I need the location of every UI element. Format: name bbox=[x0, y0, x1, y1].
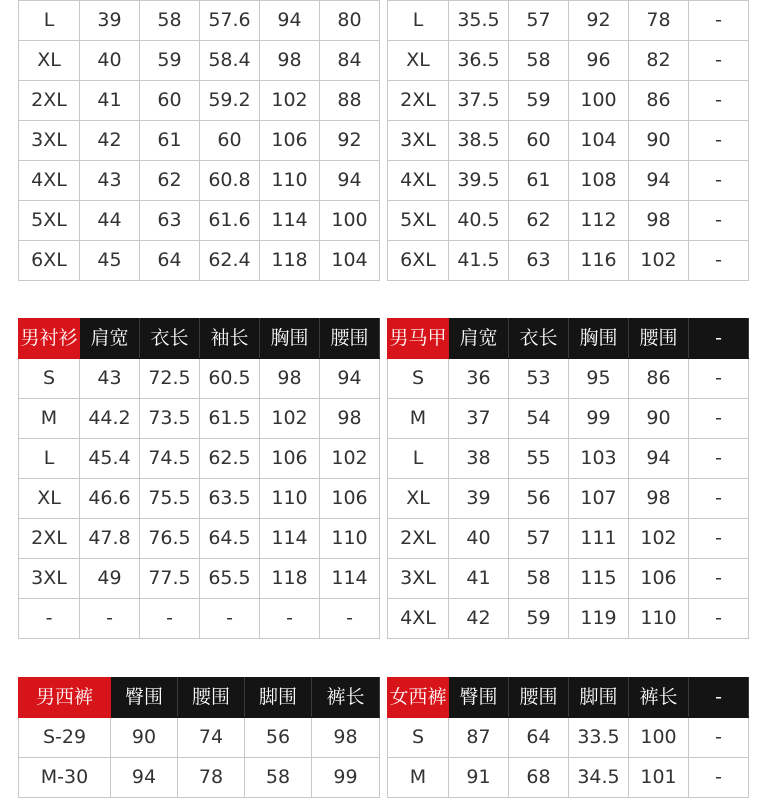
value-cell: 99 bbox=[312, 758, 380, 798]
value-cell: 68 bbox=[509, 758, 569, 798]
size-cell: S bbox=[19, 359, 80, 399]
value-cell: 86 bbox=[629, 359, 689, 399]
value-cell: 78 bbox=[178, 758, 245, 798]
value-cell: 119 bbox=[569, 599, 629, 639]
table-row bbox=[388, 121, 749, 161]
value-cell: 76.5 bbox=[140, 519, 200, 559]
value-cell: 45.4 bbox=[80, 439, 140, 479]
womens-trousers-size-table bbox=[387, 677, 749, 798]
value-cell: - bbox=[689, 599, 749, 639]
value-cell: 42 bbox=[449, 599, 509, 639]
value-cell: 90 bbox=[629, 399, 689, 439]
table-row bbox=[19, 718, 380, 758]
size-cell: XL bbox=[19, 41, 80, 81]
value-cell: 57.6 bbox=[200, 1, 260, 41]
value-cell: 45 bbox=[80, 241, 140, 281]
table-row bbox=[19, 519, 380, 559]
value-cell: 104 bbox=[569, 121, 629, 161]
size-cell: 2XL bbox=[388, 519, 449, 559]
value-cell: - bbox=[689, 41, 749, 81]
value-cell: - bbox=[200, 599, 260, 639]
value-cell: 100 bbox=[569, 81, 629, 121]
value-cell: 63.5 bbox=[200, 479, 260, 519]
value-cell: 59 bbox=[140, 41, 200, 81]
table-row bbox=[19, 479, 380, 519]
value-cell: 58 bbox=[509, 559, 569, 599]
table-row bbox=[19, 1, 380, 41]
size-cell: 6XL bbox=[388, 241, 449, 281]
value-cell: 42 bbox=[80, 121, 140, 161]
value-cell: 82 bbox=[629, 41, 689, 81]
value-cell: 112 bbox=[569, 201, 629, 241]
value-cell: 86 bbox=[629, 81, 689, 121]
value-cell: 94 bbox=[320, 161, 380, 201]
value-cell: 116 bbox=[569, 241, 629, 281]
category-label: 女西裤 bbox=[388, 678, 449, 718]
value-cell: - bbox=[689, 161, 749, 201]
value-cell: 58 bbox=[140, 1, 200, 41]
value-cell: 84 bbox=[320, 41, 380, 81]
value-cell: 35.5 bbox=[449, 1, 509, 41]
table-body bbox=[388, 678, 749, 798]
value-cell: 58 bbox=[245, 758, 312, 798]
value-cell: - bbox=[689, 1, 749, 41]
value-cell: - bbox=[689, 81, 749, 121]
table-row bbox=[388, 439, 749, 479]
table-body bbox=[19, 678, 380, 798]
value-cell: 40 bbox=[449, 519, 509, 559]
value-cell: 98 bbox=[260, 359, 320, 399]
value-cell: 61 bbox=[140, 121, 200, 161]
value-cell: 39 bbox=[80, 1, 140, 41]
value-cell: - bbox=[80, 599, 140, 639]
value-cell: 44.2 bbox=[80, 399, 140, 439]
value-cell: 110 bbox=[629, 599, 689, 639]
value-cell: 49 bbox=[80, 559, 140, 599]
column-header: 腰围 bbox=[320, 319, 380, 359]
size-cell: L bbox=[19, 439, 80, 479]
column-header: 腰围 bbox=[629, 319, 689, 359]
table-row bbox=[388, 201, 749, 241]
size-cell: M bbox=[388, 758, 449, 798]
size-cell: 4XL bbox=[19, 161, 80, 201]
value-cell: - bbox=[689, 121, 749, 161]
value-cell: 74.5 bbox=[140, 439, 200, 479]
column-header: 臀围 bbox=[111, 678, 178, 718]
value-cell: - bbox=[689, 439, 749, 479]
value-cell: - bbox=[260, 599, 320, 639]
table-row bbox=[19, 41, 380, 81]
size-cell: 3XL bbox=[19, 559, 80, 599]
value-cell: 106 bbox=[320, 479, 380, 519]
size-cell: 2XL bbox=[388, 81, 449, 121]
value-cell: 78 bbox=[629, 1, 689, 41]
value-cell: 64 bbox=[140, 241, 200, 281]
value-cell: 47.8 bbox=[80, 519, 140, 559]
value-cell: 74 bbox=[178, 718, 245, 758]
value-cell: - bbox=[689, 758, 749, 798]
value-cell: - bbox=[140, 599, 200, 639]
value-cell: 102 bbox=[629, 519, 689, 559]
value-cell: 100 bbox=[320, 201, 380, 241]
size-cell: 4XL bbox=[388, 161, 449, 201]
table-row bbox=[19, 201, 380, 241]
value-cell: 37 bbox=[449, 399, 509, 439]
value-cell: 60.8 bbox=[200, 161, 260, 201]
column-header: 裤长 bbox=[629, 678, 689, 718]
value-cell: - bbox=[689, 479, 749, 519]
value-cell: 36 bbox=[449, 359, 509, 399]
table-row bbox=[388, 241, 749, 281]
value-cell: 61.6 bbox=[200, 201, 260, 241]
value-cell: - bbox=[689, 359, 749, 399]
value-cell: 111 bbox=[569, 519, 629, 559]
value-cell: 59.2 bbox=[200, 81, 260, 121]
table-row bbox=[388, 81, 749, 121]
value-cell: 90 bbox=[111, 718, 178, 758]
table-row bbox=[19, 599, 380, 639]
value-cell: 118 bbox=[260, 559, 320, 599]
value-cell: 114 bbox=[260, 201, 320, 241]
table-header-row bbox=[388, 678, 749, 718]
size-cell: 6XL bbox=[19, 241, 80, 281]
value-cell: 53 bbox=[509, 359, 569, 399]
column-header: 腰围 bbox=[509, 678, 569, 718]
column-header: 脚围 bbox=[245, 678, 312, 718]
value-cell: 41.5 bbox=[449, 241, 509, 281]
size-cell: S bbox=[388, 718, 449, 758]
value-cell: 102 bbox=[260, 81, 320, 121]
value-cell: 118 bbox=[260, 241, 320, 281]
value-cell: 106 bbox=[629, 559, 689, 599]
value-cell: 98 bbox=[629, 479, 689, 519]
table-row bbox=[19, 559, 380, 599]
table-row bbox=[388, 559, 749, 599]
column-header: - bbox=[689, 319, 749, 359]
value-cell: 73.5 bbox=[140, 399, 200, 439]
table-row bbox=[19, 241, 380, 281]
table-row bbox=[388, 1, 749, 41]
size-cell: 2XL bbox=[19, 81, 80, 121]
value-cell: 114 bbox=[260, 519, 320, 559]
category-label: 男西裤 bbox=[19, 678, 111, 718]
table-row bbox=[388, 519, 749, 559]
size-cell: L bbox=[19, 1, 80, 41]
value-cell: - bbox=[320, 599, 380, 639]
value-cell: 43 bbox=[80, 161, 140, 201]
value-cell: 54 bbox=[509, 399, 569, 439]
value-cell: 62.5 bbox=[200, 439, 260, 479]
table-row bbox=[19, 439, 380, 479]
value-cell: 98 bbox=[320, 399, 380, 439]
value-cell: 38.5 bbox=[449, 121, 509, 161]
table-row bbox=[19, 121, 380, 161]
value-cell: 110 bbox=[260, 479, 320, 519]
table-row bbox=[388, 479, 749, 519]
size-cell: M bbox=[19, 399, 80, 439]
value-cell: 107 bbox=[569, 479, 629, 519]
value-cell: 91 bbox=[449, 758, 509, 798]
value-cell: 63 bbox=[509, 241, 569, 281]
value-cell: 87 bbox=[449, 718, 509, 758]
value-cell: 57 bbox=[509, 1, 569, 41]
value-cell: - bbox=[689, 241, 749, 281]
table-row bbox=[19, 81, 380, 121]
category-label: 男马甲 bbox=[388, 319, 449, 359]
column-header: 衣长 bbox=[509, 319, 569, 359]
value-cell: 110 bbox=[260, 161, 320, 201]
column-header: 肩宽 bbox=[80, 319, 140, 359]
size-cell: M-30 bbox=[19, 758, 111, 798]
value-cell: 60.5 bbox=[200, 359, 260, 399]
column-header: 袖长 bbox=[200, 319, 260, 359]
value-cell: 64 bbox=[509, 718, 569, 758]
value-cell: 56 bbox=[245, 718, 312, 758]
size-cell: XL bbox=[388, 41, 449, 81]
value-cell: 115 bbox=[569, 559, 629, 599]
value-cell: 36.5 bbox=[449, 41, 509, 81]
value-cell: 41 bbox=[80, 81, 140, 121]
value-cell: 61 bbox=[509, 161, 569, 201]
column-header: 腰围 bbox=[178, 678, 245, 718]
value-cell: 43 bbox=[80, 359, 140, 399]
value-cell: 102 bbox=[320, 439, 380, 479]
column-header: 臀围 bbox=[449, 678, 509, 718]
value-cell: 88 bbox=[320, 81, 380, 121]
table-header-row bbox=[388, 319, 749, 359]
value-cell: 106 bbox=[260, 121, 320, 161]
value-cell: 94 bbox=[111, 758, 178, 798]
size-cell: 3XL bbox=[388, 121, 449, 161]
value-cell: 114 bbox=[320, 559, 380, 599]
table-row bbox=[388, 399, 749, 439]
table-row bbox=[19, 161, 380, 201]
value-cell: 95 bbox=[569, 359, 629, 399]
column-header: 裤长 bbox=[312, 678, 380, 718]
value-cell: 108 bbox=[569, 161, 629, 201]
value-cell: 40 bbox=[80, 41, 140, 81]
value-cell: 60 bbox=[200, 121, 260, 161]
column-header: - bbox=[689, 678, 749, 718]
value-cell: 59 bbox=[509, 599, 569, 639]
table-row bbox=[388, 599, 749, 639]
size-cell: S-29 bbox=[19, 718, 111, 758]
value-cell: 92 bbox=[320, 121, 380, 161]
value-cell: 110 bbox=[320, 519, 380, 559]
mens-trousers-size-table bbox=[18, 677, 380, 798]
value-cell: - bbox=[689, 519, 749, 559]
value-cell: 64.5 bbox=[200, 519, 260, 559]
value-cell: 98 bbox=[260, 41, 320, 81]
size-cell: XL bbox=[19, 479, 80, 519]
value-cell: 61.5 bbox=[200, 399, 260, 439]
value-cell: - bbox=[689, 201, 749, 241]
value-cell: 92 bbox=[569, 1, 629, 41]
table-row bbox=[388, 718, 749, 758]
table-row bbox=[388, 161, 749, 201]
value-cell: 60 bbox=[140, 81, 200, 121]
table-body bbox=[388, 319, 749, 639]
value-cell: 98 bbox=[629, 201, 689, 241]
column-header: 脚围 bbox=[569, 678, 629, 718]
size-cell: 4XL bbox=[388, 599, 449, 639]
value-cell: 40.5 bbox=[449, 201, 509, 241]
value-cell: 103 bbox=[569, 439, 629, 479]
column-header: 衣长 bbox=[140, 319, 200, 359]
value-cell: 104 bbox=[320, 241, 380, 281]
table-row bbox=[388, 41, 749, 81]
table-row bbox=[19, 359, 380, 399]
value-cell: 39 bbox=[449, 479, 509, 519]
value-cell: 101 bbox=[629, 758, 689, 798]
size-cell: L bbox=[388, 439, 449, 479]
size-cell: 3XL bbox=[19, 121, 80, 161]
value-cell: 37.5 bbox=[449, 81, 509, 121]
value-cell: 41 bbox=[449, 559, 509, 599]
table-header-row bbox=[19, 678, 380, 718]
table-row bbox=[19, 758, 380, 798]
value-cell: 33.5 bbox=[569, 718, 629, 758]
value-cell: 99 bbox=[569, 399, 629, 439]
table-body bbox=[19, 319, 380, 639]
table-header-row bbox=[19, 319, 380, 359]
value-cell: 62.4 bbox=[200, 241, 260, 281]
value-cell: 59 bbox=[509, 81, 569, 121]
value-cell: 58 bbox=[509, 41, 569, 81]
category-label: 男衬衫 bbox=[19, 319, 80, 359]
value-cell: 80 bbox=[320, 1, 380, 41]
value-cell: 94 bbox=[260, 1, 320, 41]
value-cell: 46.6 bbox=[80, 479, 140, 519]
table-row bbox=[388, 758, 749, 798]
size-cell: - bbox=[19, 599, 80, 639]
value-cell: 62 bbox=[509, 201, 569, 241]
value-cell: 96 bbox=[569, 41, 629, 81]
value-cell: 62 bbox=[140, 161, 200, 201]
table-row bbox=[19, 399, 380, 439]
value-cell: 58.4 bbox=[200, 41, 260, 81]
mens-vest-size-table bbox=[387, 318, 749, 639]
value-cell: 102 bbox=[629, 241, 689, 281]
value-cell: - bbox=[689, 559, 749, 599]
size-cell: 5XL bbox=[19, 201, 80, 241]
value-cell: 39.5 bbox=[449, 161, 509, 201]
value-cell: 77.5 bbox=[140, 559, 200, 599]
value-cell: 44 bbox=[80, 201, 140, 241]
size-cell: 3XL bbox=[388, 559, 449, 599]
table-body bbox=[19, 1, 380, 281]
value-cell: 90 bbox=[629, 121, 689, 161]
value-cell: 63 bbox=[140, 201, 200, 241]
value-cell: 75.5 bbox=[140, 479, 200, 519]
size-cell: L bbox=[388, 1, 449, 41]
column-header: 胸围 bbox=[260, 319, 320, 359]
size-cell: 2XL bbox=[19, 519, 80, 559]
column-header: 肩宽 bbox=[449, 319, 509, 359]
value-cell: 94 bbox=[320, 359, 380, 399]
value-cell: 34.5 bbox=[569, 758, 629, 798]
value-cell: - bbox=[689, 718, 749, 758]
table-body bbox=[388, 1, 749, 281]
table-row bbox=[388, 359, 749, 399]
mens-shirt-size-table bbox=[18, 318, 380, 639]
value-cell: 65.5 bbox=[200, 559, 260, 599]
value-cell: 94 bbox=[629, 439, 689, 479]
value-cell: 60 bbox=[509, 121, 569, 161]
value-cell: - bbox=[689, 399, 749, 439]
value-cell: 98 bbox=[312, 718, 380, 758]
column-header: 胸围 bbox=[569, 319, 629, 359]
value-cell: 55 bbox=[509, 439, 569, 479]
value-cell: 94 bbox=[629, 161, 689, 201]
value-cell: 56 bbox=[509, 479, 569, 519]
size-table-top-right bbox=[387, 0, 749, 281]
size-cell: 5XL bbox=[388, 201, 449, 241]
size-cell: S bbox=[388, 359, 449, 399]
value-cell: 100 bbox=[629, 718, 689, 758]
value-cell: 57 bbox=[509, 519, 569, 559]
value-cell: 106 bbox=[260, 439, 320, 479]
size-cell: M bbox=[388, 399, 449, 439]
value-cell: 38 bbox=[449, 439, 509, 479]
value-cell: 102 bbox=[260, 399, 320, 439]
size-cell: XL bbox=[388, 479, 449, 519]
value-cell: 72.5 bbox=[140, 359, 200, 399]
size-table-top-left bbox=[18, 0, 380, 281]
